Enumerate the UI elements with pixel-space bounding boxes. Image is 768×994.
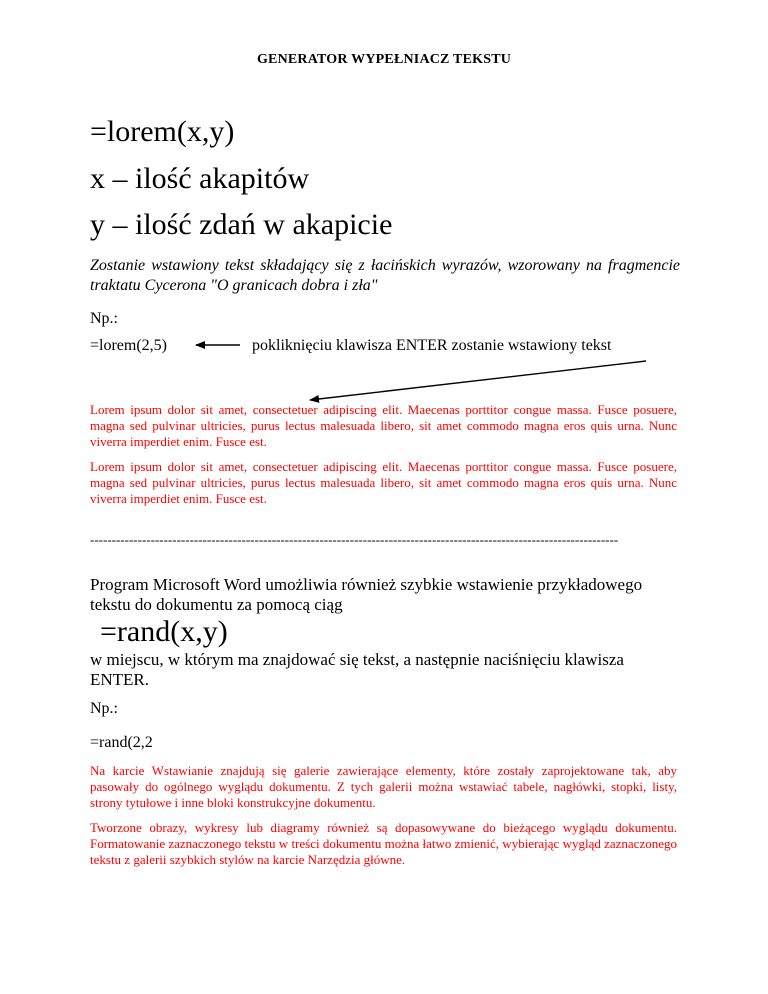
rand-paragraph-2: Tworzone obrazy, wykresy lub diagramy również są dopasowywane do bieżącego wyglądu dokumentu. Formatowanie zaznaczonego tekstu w treści dokumentu można łatwo zmienić, wybierając wygląd zaznaczonego tekstu z galerii szybkich stylów na karcie Narzędzia główne. bbox=[90, 820, 677, 867]
example-label-2: Np.: bbox=[90, 700, 118, 717]
rand-paragraph-1: Na karcie Wstawianie znajdują się galerie zawierające elementy, które zostały zaprojektowane tak, aby pasowały do ogólnego wyglądu dokumentu. Z tych galerii można wstawiać tabele, nagłówki, stopki, listy, strony tytułowe i inne bloki konstrukcyjne dokumentu. bbox=[90, 763, 677, 810]
lorem-paragraph-2: Lorem ipsum dolor sit amet, consectetuer adipiscing elit. Maecenas porttitor congue massa. Fusce posuere, magna sed pulvinar ultricies, purus lectus malesuada libero, sit amet commodo magna eros quis urna. Nunc viverra imperdiet enim. Fusce est. bbox=[90, 459, 677, 506]
x-description: x – ilość akapitów bbox=[90, 162, 310, 195]
separator-line: -------------------------------------------------------------------------------------------------------------------------- bbox=[90, 532, 619, 547]
diagonal-arrow-icon bbox=[310, 361, 646, 400]
rand-example: =rand(2,2 bbox=[90, 734, 153, 751]
lorem-example: =lorem(2,5) bbox=[90, 337, 167, 354]
intro-paragraph: Zostanie wstawiony tekst składający się z łacińskich wyrazów, wzorowany na fragmencie traktatu Cycerona "O granicach dobra i zła" bbox=[90, 257, 680, 294]
rand-formula: =rand(x,y) bbox=[100, 615, 228, 648]
document-title: GENERATOR WYPEŁNIACZ TEKSTU bbox=[256, 52, 512, 67]
lorem-formula: =lorem(x,y) bbox=[90, 115, 235, 148]
y-description: y – ilość zdań w akapicie bbox=[90, 208, 393, 241]
rand-description: w miejscu, w którym ma znajdować się tekst, a następnie naciśnięciu klawisza ENTER. bbox=[90, 650, 624, 689]
example-label: Np.: bbox=[90, 310, 118, 327]
lorem-paragraph-1: Lorem ipsum dolor sit amet, consectetuer adipiscing elit. Maecenas porttitor congue massa. Fusce posuere, magna sed pulvinar ultricies, purus lectus malesuada libero, sit amet commodo magna eros quis urna. Nunc viverra imperdiet enim. Fusce est. bbox=[90, 402, 677, 449]
arrow-note: pokliknięciu klawisza ENTER zostanie wstawiony tekst bbox=[252, 337, 612, 354]
word-intro-paragraph: Program Microsoft Word umożliwia również szybkie wstawienie przykładowego tekstu do dokumentu za pomocą ciąg bbox=[90, 575, 643, 614]
